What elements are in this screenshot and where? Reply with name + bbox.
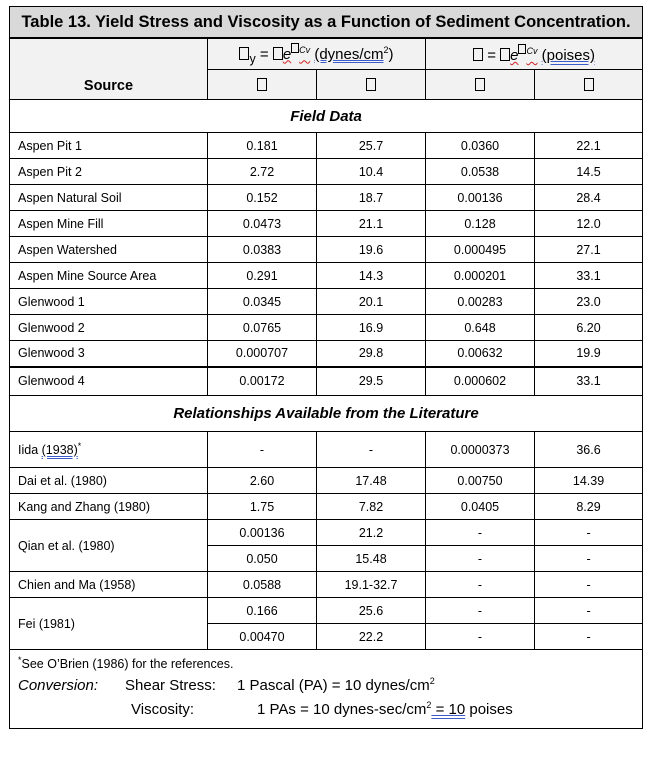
alpha-symbol-icon [475, 78, 485, 91]
shear-stress-text: 1 Pascal (PA) = 10 dynes/$cm^2$ [237, 676, 435, 694]
beta-symbol-icon [584, 78, 594, 91]
beta2-symbol [317, 70, 426, 100]
conversion-label: Conversion: [18, 677, 99, 694]
table-row: Glenwood 2 0.0765 16.9 0.648 6.20 [10, 315, 643, 341]
beta-symbol-icon [291, 43, 299, 53]
table-row: 0.050 15.48 - - [10, 546, 643, 572]
table-row: Fei (1981) 0.166 25.6 - - [10, 598, 643, 624]
yield-stress-formula: $_y$ = e $^{Cv}$ $(dynes/cm^2)$ [208, 38, 426, 70]
conversion-row [10, 676, 643, 729]
tau-symbol-icon [239, 47, 249, 60]
beta-symbol-icon [366, 78, 376, 91]
table-row: Aspen Watershed 0.0383 19.6 0.000495 27.1 [10, 237, 643, 263]
conversion-block [10, 676, 643, 729]
alpha1-symbol [426, 70, 535, 100]
table-row: Aspen Mine Fill 0.0473 21.1 0.128 12.0 [10, 211, 643, 237]
eta-symbol-icon [473, 48, 483, 61]
table-row: Iida (1938)* - - 0.0000373 36.6 [10, 432, 643, 468]
conversion-viscosity-line [18, 700, 642, 724]
footnote: *See O’Brien (1986) for the references. [10, 650, 643, 677]
table-row: Chien and Ma (1958) 0.0588 19.1-32.7 - - [10, 572, 643, 598]
alpha-symbol-icon [500, 48, 510, 61]
alpha-symbol-icon [273, 47, 283, 60]
title-row [10, 7, 643, 39]
data-table [9, 6, 643, 729]
table-row: Aspen Pit 1 0.181 25.7 0.0360 22.1 [10, 133, 643, 159]
table-row: Aspen Pit 2 2.72 10.4 0.0538 14.5 [10, 159, 643, 185]
conversion-shear-line [18, 676, 642, 700]
section-literature: Relationships Available from the Literature [10, 396, 643, 432]
source-header: Source [10, 38, 208, 100]
shear-stress-label: Shear Stress: [125, 677, 216, 694]
table-row: Glenwood 1 0.0345 20.1 0.00283 23.0 [10, 289, 643, 315]
table-row: Dai et al. (1980) 2.60 17.48 0.00750 14.39 [10, 468, 643, 494]
header-formula-row [10, 38, 643, 70]
source-iida: Iida (1938)* [10, 432, 208, 468]
table-row: Glenwood 4 0.00172 29.5 0.000602 33.1 [10, 367, 643, 396]
table-row: Glenwood 3 0.000707 29.8 0.00632 19.9 [10, 341, 643, 367]
table-row: Kang and Zhang (1980) 1.75 7.82 0.0405 8.29 [10, 494, 643, 520]
viscosity-text: 1 PAs = 10 dynes-$\sec/cm^2 = 10$ poises [257, 700, 513, 718]
table-title: Table 13. Yield Stress and Viscosity as a Function of Sediment Concentration. [10, 7, 643, 39]
table-row: 0.00470 22.2 - - [10, 624, 643, 650]
alpha-symbol-icon [257, 78, 267, 91]
alpha2-symbol [208, 70, 317, 100]
footnote-row [10, 650, 643, 677]
section-literature-row [10, 396, 643, 432]
viscosity-label: Viscosity: [131, 701, 195, 718]
section-field-data: Field Data [10, 100, 643, 133]
viscosity-formula: = e $^{Cv}$ (poises) [426, 38, 643, 70]
section-field-row [10, 100, 643, 133]
table-row: Aspen Mine Source Area 0.291 14.3 0.000201 33.1 [10, 263, 643, 289]
table-row: Aspen Natural Soil 0.152 18.7 0.00136 28.4 [10, 185, 643, 211]
table-row: Qian et al. (1980) 0.00136 21.2 - - [10, 520, 643, 546]
beta1-symbol [535, 70, 643, 100]
table-container [9, 6, 642, 729]
